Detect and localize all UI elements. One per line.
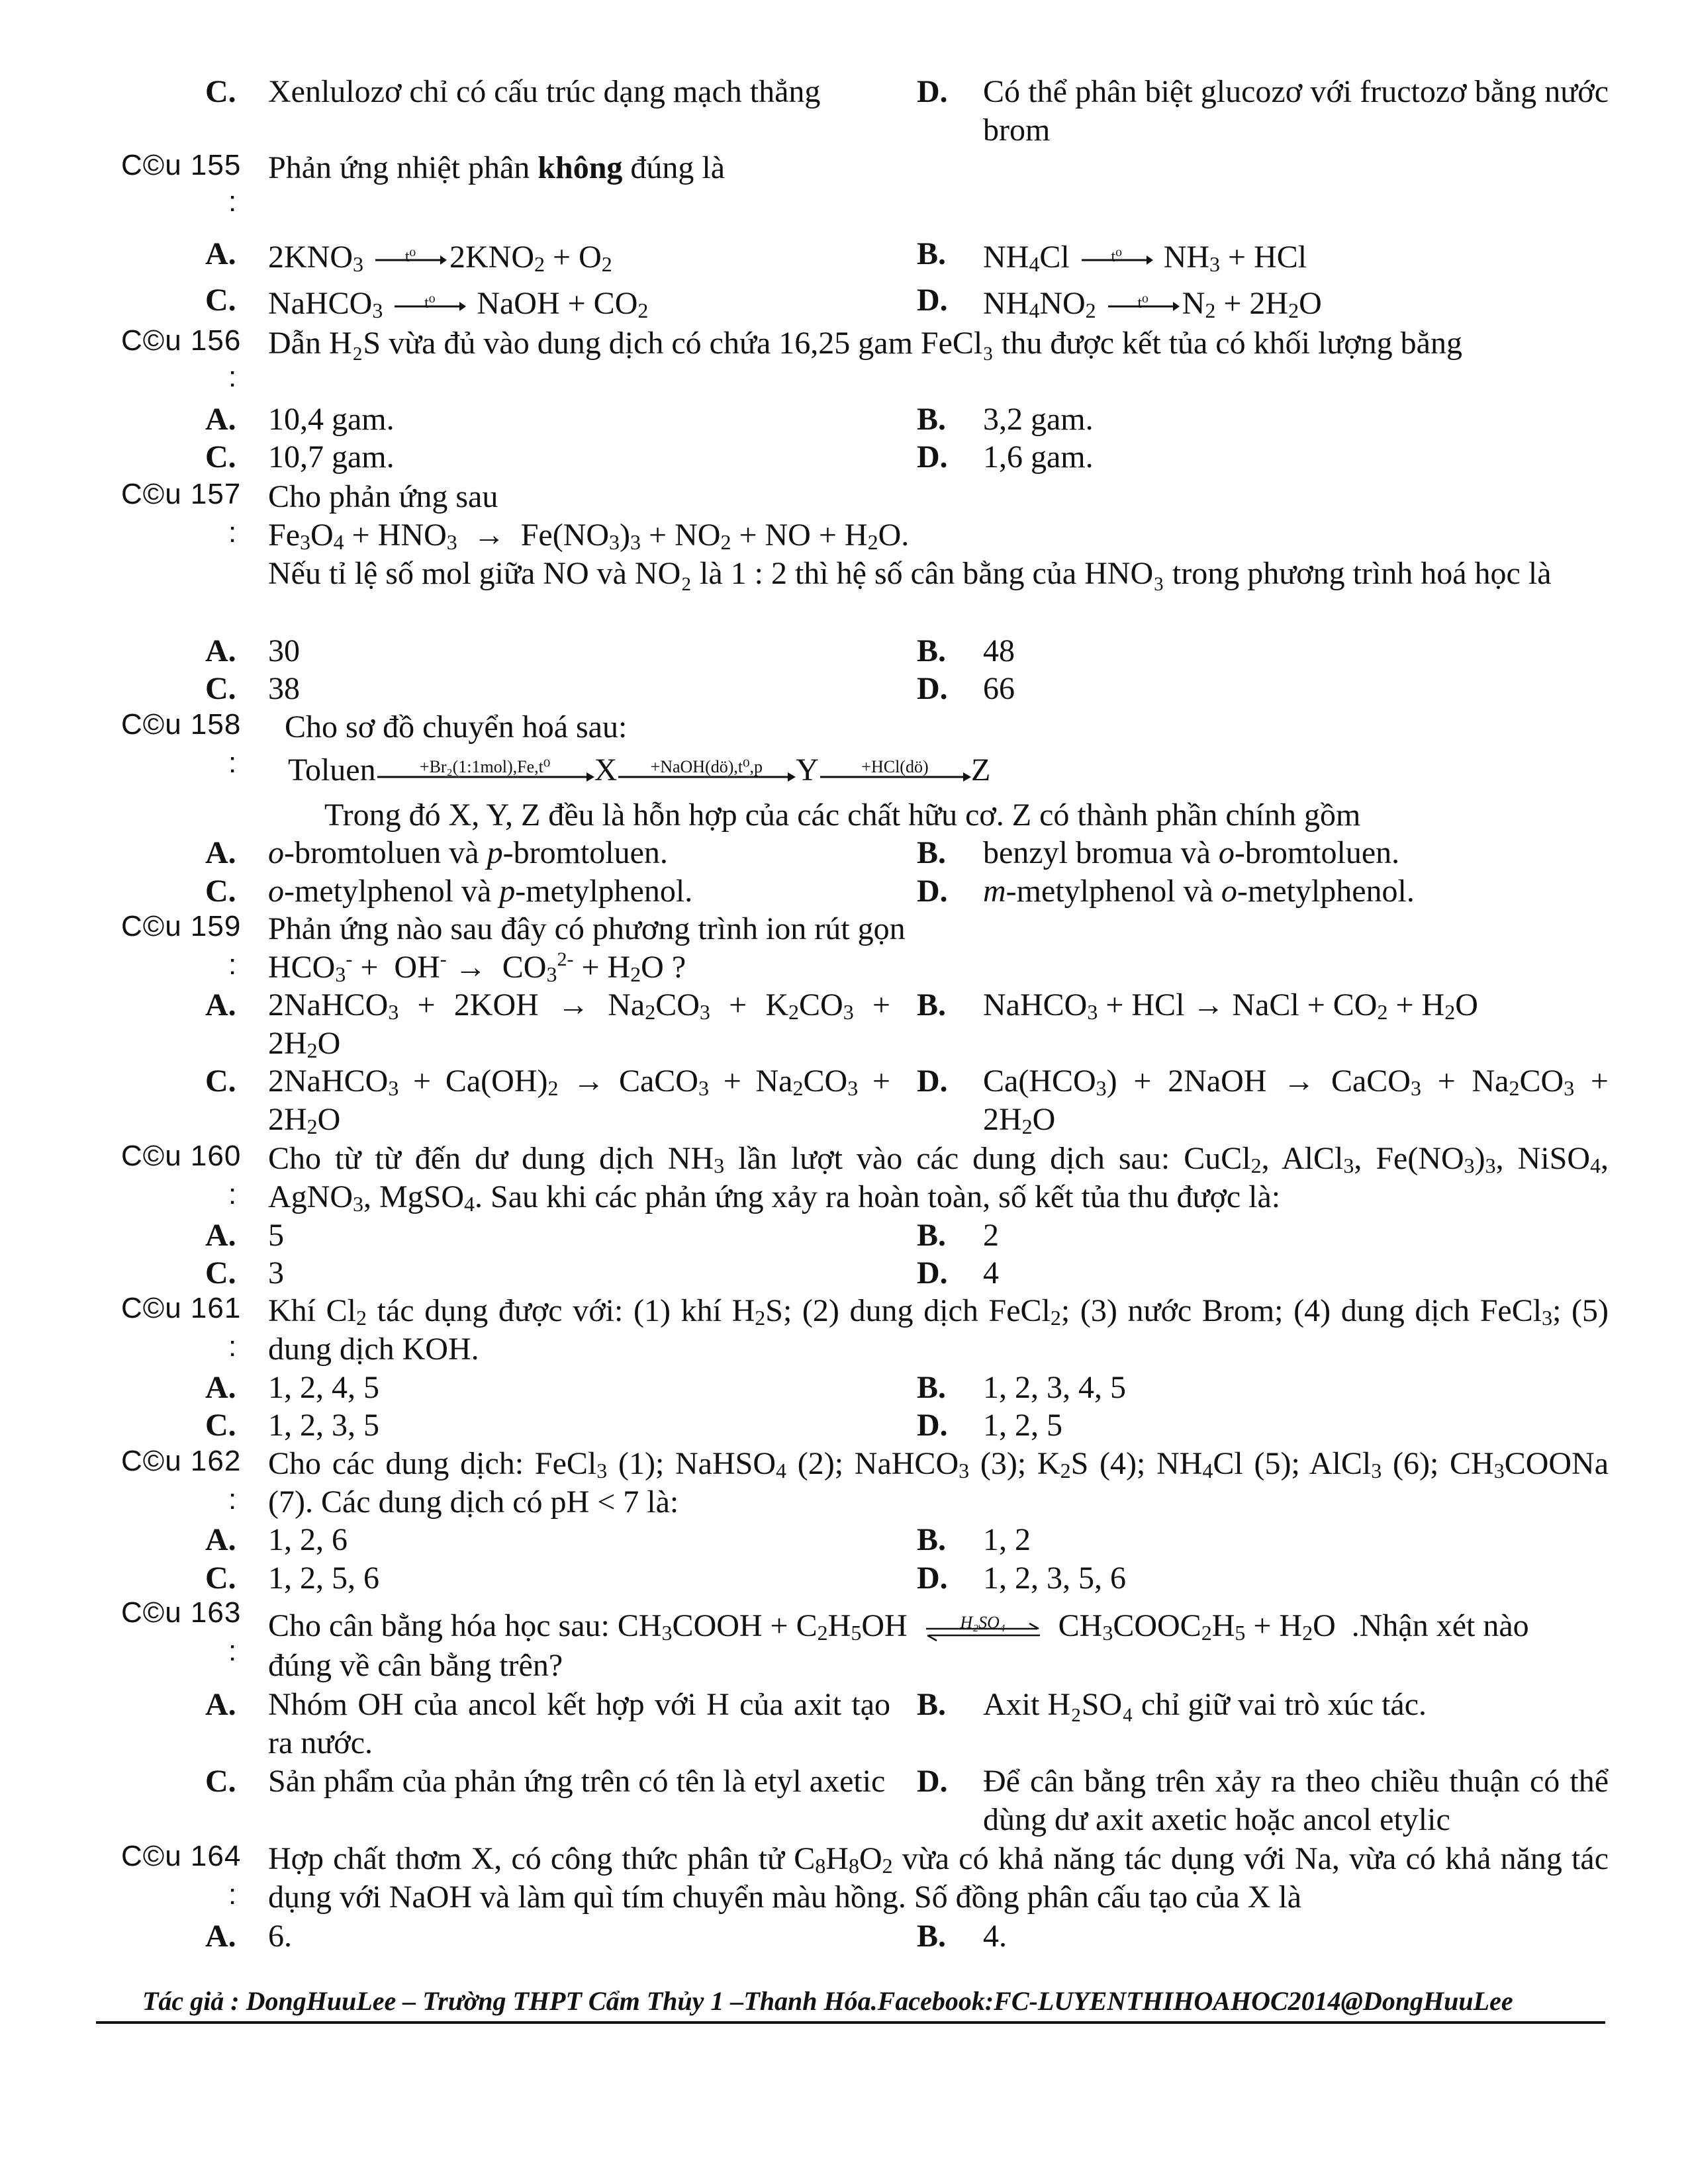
option-c-text: 38 bbox=[268, 671, 300, 706]
option-b-text: 1, 2, 3, 4, 5 bbox=[983, 1370, 1126, 1405]
reaction-scheme bbox=[288, 751, 990, 790]
option-b-label: B. bbox=[917, 987, 947, 1023]
option-c-text: 1, 2, 3, 5 bbox=[268, 1408, 379, 1443]
question-stem: Trong đó X, Y, Z đều là hỗn hợp của các chất hữu cơ. Z có thành phần chính gồm bbox=[324, 797, 1361, 833]
reaction-arrow: t⁰ bbox=[1080, 247, 1153, 273]
option-a-text: o-bromtoluen và p-bromtoluen. bbox=[268, 835, 668, 870]
option-d-text: Có thể phân biệt glucozơ với fructozơ bằng nước brom bbox=[983, 74, 1609, 148]
question-label: C©u 160 bbox=[121, 1140, 242, 1172]
option-c-text: Xenlulozơ chỉ có cấu trúc dạng mạch thẳng bbox=[268, 74, 821, 109]
option-a-text: 5 bbox=[268, 1218, 284, 1253]
question-ion-equation: $HCO_3^- + OH^- \to CO_3^{2-} + H_2O$ ? bbox=[268, 948, 686, 986]
option-b-label: B. bbox=[917, 1522, 947, 1557]
option-d-text: 66 bbox=[983, 671, 1015, 706]
option-b-text: NaHCO$_3$ + HCl → NaCl + $CO_2 + H_2O$ bbox=[983, 987, 1478, 1024]
question-stem: Hợp chất thơm X, có công thức phân tử $C_8H_8O_2$ vừa có khả năng tác dụng với Na, vừa có khả năng tác dụng với NaOH và làm quì tím chuyển màu hồng. Số đồng phân cấu tạo của X là bbox=[268, 1841, 1609, 1915]
question-label: C©u 159 bbox=[121, 910, 242, 942]
option-d-text: 1, 2, 5 bbox=[983, 1408, 1062, 1443]
scheme-y: Y bbox=[796, 752, 819, 788]
option-d-text: 1,6 gam. bbox=[983, 439, 1094, 475]
option-d-text: $Ca(HCO_3)$ + 2NaOH → CaCO$_3$ + $Na_2CO_3 + 2H_2O$ bbox=[983, 1064, 1609, 1138]
option-b-text: benzyl bromua và o-bromtoluen. bbox=[983, 835, 1400, 870]
option-c-text: o-metylphenol và p-metylphenol. bbox=[268, 874, 693, 909]
option-b-text: 48 bbox=[983, 633, 1015, 668]
scheme-z: Z bbox=[970, 752, 991, 788]
option-d-label: D. bbox=[917, 439, 948, 475]
option-b-label: B. bbox=[917, 1218, 947, 1253]
question-colon: : bbox=[228, 1178, 237, 1210]
option-c-label: C. bbox=[205, 1561, 236, 1596]
question-stem: Nếu tỉ lệ số mol giữa NO và NO₂ là 1 : 2 thì hệ số cân bằng của HNO₃ trong phương trình hoá học là bbox=[268, 556, 1552, 591]
option-a-text: 30 bbox=[268, 633, 300, 668]
option-a-text: Nhóm OH của ancol kết hợp với H của axit tạo ra nước. bbox=[268, 1687, 890, 1760]
question-stem: Cho từ từ đến dư dung dịch $NH_3$ lần lượt vào các dung dịch sau: CuCl$_2$, AlCl$_3$, $Fe(NO_3)_3$, NiSO$_4$, AgNO$_3$, MgSO$_4$. Sau khi các phản ứng xảy ra hoàn toàn, số kết tủa thu được là: bbox=[268, 1141, 1609, 1216]
option-a-label: A. bbox=[205, 1919, 236, 1954]
option-c-label: C. bbox=[205, 439, 236, 475]
question-colon: : bbox=[228, 1330, 237, 1363]
reaction-arrow: t⁰ bbox=[1107, 293, 1180, 320]
question-colon: : bbox=[228, 948, 237, 981]
question-stem: Khí $Cl_2$ tác dụng được với: (1) khí $H_2S$; (2) dung dịch FeCl$_2$; (3) nước Brom; (4) dung dịch FeCl$_3$; (5) dung dịch KOH. bbox=[268, 1293, 1609, 1367]
scheme-start: Toluen bbox=[288, 752, 376, 788]
question-colon: : bbox=[228, 1878, 237, 1911]
option-a-label: A. bbox=[205, 1218, 236, 1253]
question-stem: Dẫn H₂S vừa đủ vào dung dịch có chứa 16,25 gam FeCl₃ thu được kết tủa có khối lượng bằng bbox=[268, 326, 1462, 361]
option-b-text: 2 bbox=[983, 1218, 999, 1253]
option-c-text: NaHCO$_3$ t⁰ NaOH + $CO_2$ bbox=[268, 286, 649, 322]
footer-rule bbox=[96, 2021, 1605, 2024]
question-stem: Cho các dung dịch: FeCl$_3$ (1); NaHSO$_4$ (2); NaHCO$_3$ (3); $K_2S$ (4); $NH_4Cl$ (5); AlCl$_3$ (6); $CH_3COONa$ (7). Các dung dịch có pH < 7 là: bbox=[268, 1446, 1609, 1520]
question-stem: đúng về cân bằng trên? bbox=[268, 1648, 563, 1683]
question-equation: $Fe_3O_4 + HNO_3 \to Fe(NO_3)_3 + NO_2$ + NO + $H_2O$. bbox=[268, 518, 910, 554]
reaction-arrow: +HCl(dö) bbox=[819, 760, 971, 786]
option-a-label: A. bbox=[205, 236, 236, 271]
option-b-label: B. bbox=[917, 633, 947, 668]
option-a-label: A. bbox=[205, 1687, 236, 1722]
reaction-arrow: +NaOH(dö),t⁰,p bbox=[617, 760, 796, 786]
option-b-label: B. bbox=[917, 1687, 947, 1722]
option-b-label: B. bbox=[917, 1919, 947, 1954]
option-d-label: D. bbox=[917, 1764, 948, 1799]
option-d-label: D. bbox=[917, 1255, 948, 1291]
option-d-label: D. bbox=[917, 1408, 948, 1443]
option-c-text: 3 bbox=[268, 1255, 284, 1291]
question-colon: : bbox=[228, 747, 237, 779]
option-a-label: A. bbox=[205, 1370, 236, 1405]
option-c-text: Sản phẩm của phản ứng trên có tên là etyl axetic bbox=[268, 1764, 886, 1799]
option-d-text: 4 bbox=[983, 1255, 999, 1291]
option-a-text: 10,4 gam. bbox=[268, 402, 395, 437]
option-b-label: B. bbox=[917, 236, 947, 271]
option-c-text: 10,7 gam. bbox=[268, 439, 395, 475]
question-stem: Cho phản ứng sau bbox=[268, 479, 498, 514]
option-a-label: A. bbox=[205, 402, 236, 437]
option-a-text: 6. bbox=[268, 1919, 292, 1954]
question-label: C©u 164 bbox=[121, 1840, 242, 1872]
equilibrium-arrow: H₂SO₄ bbox=[923, 1615, 1043, 1642]
option-d-text: Để cân bằng trên xảy ra theo chiều thuận có thể dùng dư axit axetic hoặc ancol etylic bbox=[983, 1764, 1609, 1837]
page-footer: Tác giả : DongHuuLee – Trường THPT Cẩm Thủy 1 –Thanh Hóa.Facebook:FC-LUYENTHIHOAHOC2014@DongHuuLee bbox=[142, 1986, 1513, 2016]
option-d-label: D. bbox=[917, 671, 948, 706]
option-a-label: A. bbox=[205, 633, 236, 668]
option-b-label: B. bbox=[917, 835, 947, 870]
option-b-text: 1, 2 bbox=[983, 1522, 1031, 1557]
option-d-label: D. bbox=[917, 1064, 948, 1099]
question-label: C©u 157 bbox=[121, 478, 242, 510]
option-c-label: C. bbox=[205, 74, 236, 109]
option-a-label: A. bbox=[205, 987, 236, 1023]
question-label: C©u 158 bbox=[121, 708, 242, 741]
question-stem: Cho cân bằng hóa học sau: $CH_3COOH + C_2H_5OH$ H₂SO₄ $CH_3COOC_2H_5 + H_2O$ .Nhận xét nào bbox=[268, 1608, 1529, 1645]
reaction-arrow: +Br₂(1:1mol),Fe,t⁰ bbox=[376, 760, 594, 786]
option-d-text: $NH_4NO_2$ t⁰ $N_2 + 2H_2O$ bbox=[983, 286, 1322, 322]
option-c-label: C. bbox=[205, 283, 236, 318]
scheme-x: X bbox=[594, 752, 618, 788]
option-b-label: B. bbox=[917, 402, 947, 437]
question-label: C©u 155 bbox=[121, 149, 242, 181]
option-b-text: 4. bbox=[983, 1919, 1007, 1954]
question-label: C©u 162 bbox=[121, 1445, 242, 1477]
option-d-label: D. bbox=[917, 74, 948, 109]
option-c-label: C. bbox=[205, 874, 236, 909]
question-label: C©u 161 bbox=[121, 1292, 242, 1324]
option-d-label: D. bbox=[917, 874, 948, 909]
option-b-label: B. bbox=[917, 1370, 947, 1405]
option-c-label: C. bbox=[205, 1764, 236, 1799]
question-label: C©u 163 bbox=[121, 1596, 242, 1629]
question-stem: Phản ứng nào sau đây có phương trình ion rút gọn bbox=[268, 911, 906, 946]
option-d-label: D. bbox=[917, 283, 948, 318]
option-c-text: 2NaHCO$_3$ + $Ca(OH)_2$ → CaCO$_3$ + $Na_2CO_3 + 2H_2O$ bbox=[268, 1064, 890, 1138]
reaction-arrow: t⁰ bbox=[374, 247, 447, 273]
option-b-text: 3,2 gam. bbox=[983, 402, 1094, 437]
reaction-arrow: t⁰ bbox=[393, 293, 466, 320]
option-a-text: 1, 2, 4, 5 bbox=[268, 1370, 379, 1405]
question-stem: Cho sơ đồ chuyển hoá sau: bbox=[285, 709, 628, 745]
option-d-label: D. bbox=[917, 1561, 948, 1596]
question-label: C©u 156 bbox=[121, 324, 242, 357]
question-colon: : bbox=[228, 361, 237, 393]
option-a-label: A. bbox=[205, 835, 236, 870]
option-d-text: 1, 2, 3, 5, 6 bbox=[983, 1561, 1126, 1596]
option-d-text: m-metylphenol và o-metylphenol. bbox=[983, 874, 1415, 909]
option-a-text: $2KNO_3$ t⁰ $2KNO_2 + O_2$ bbox=[268, 240, 612, 276]
option-b-text: $NH_4Cl$ t⁰ $NH_3$ + HCl bbox=[983, 240, 1307, 276]
option-c-label: C. bbox=[205, 1255, 236, 1291]
option-a-text: 2NaHCO$_3$ + $2KOH \to Na_2CO_3 + K_2CO_3 + 2H_2O$ bbox=[268, 987, 890, 1062]
option-a-label: A. bbox=[205, 1522, 236, 1557]
option-c-text: 1, 2, 5, 6 bbox=[268, 1561, 379, 1596]
question-colon: : bbox=[228, 185, 237, 218]
option-c-label: C. bbox=[205, 1064, 236, 1099]
question-colon: : bbox=[228, 1483, 237, 1516]
question-colon: : bbox=[228, 516, 237, 549]
question-colon: : bbox=[228, 1635, 237, 1667]
option-a-text: 1, 2, 6 bbox=[268, 1522, 348, 1557]
option-c-label: C. bbox=[205, 1408, 236, 1443]
question-stem: Phản ứng nhiệt phân không đúng là bbox=[268, 150, 726, 185]
option-b-text: Axit H₂SO₄ chỉ giữ vai trò xúc tác. bbox=[983, 1687, 1427, 1722]
option-c-label: C. bbox=[205, 671, 236, 706]
